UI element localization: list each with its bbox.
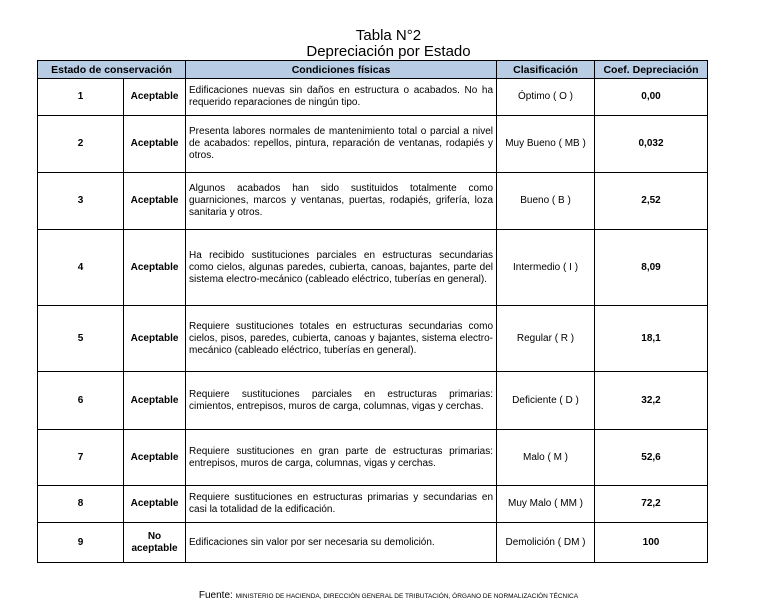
row-number: 3 [38,173,124,230]
row-coef: 2,52 [595,173,708,230]
table-subtitle: Depreciación por Estado [306,43,471,60]
source-text: MINISTERIO DE HACIENDA, DIRECCIÓN GENERAL DE TRIBUTACIÓN, ÓRGANO DE NORMALIZACIÓN TÉCNICA [235,593,579,600]
header-condiciones: Condiciones físicas [186,61,497,79]
table-row [38,306,708,372]
row-coef: 8,09 [595,230,708,306]
row-condiciones: Algunos acabados han sido sustituidos totalmente como guarniciones, marcos y ventanas, puertas, rodapiés, grifería, loza sanitaria y otros. [186,173,497,230]
row-number: 2 [38,116,124,173]
row-estado: Aceptable [124,486,186,523]
table-row [38,430,708,486]
row-condiciones: Requiere sustituciones en estructuras primarias y secundarias en casi la totalidad de la edificación. [186,486,497,523]
row-coef: 0,032 [595,116,708,173]
header-coef: Coef. Depreciación [595,61,708,79]
row-estado: Aceptable [124,173,186,230]
row-condiciones: Edificaciones sin valor por ser necesaria su demolición. [186,523,497,563]
table-row [38,523,708,563]
table-row [38,486,708,523]
row-coef: 52,6 [595,430,708,486]
row-condiciones: Requiere sustituciones totales en estructuras secundarias como cielos, pisos, paredes, cubierta, canoas y bajantes, sistema electro-mecánico (cableado eléctrico, tuberías en general). [186,306,497,372]
row-condiciones: Requiere sustituciones parciales en estructuras primarias: cimientos, entrepisos, muros de carga, columnas, vigas y cerchas. [186,372,497,430]
table-row [38,230,708,306]
row-condiciones: Requiere sustituciones en gran parte de estructuras primarias: entrepisos, muros de carga, columnas, vigas y cerchas. [186,430,497,486]
row-coef: 0,00 [595,79,708,116]
row-coef: 100 [595,523,708,563]
table-header-row [38,61,708,79]
table-row [38,173,708,230]
row-number: 6 [38,372,124,430]
depreciation-table [37,60,708,563]
row-estado: No aceptable [124,523,186,563]
row-estado: Aceptable [124,372,186,430]
table-source [0,590,777,601]
row-number: 9 [38,523,124,563]
row-estado: Aceptable [124,306,186,372]
row-estado: Aceptable [124,116,186,173]
table-row [38,79,708,116]
header-clasificacion: Clasificación [497,61,595,79]
row-clasificacion: Deficiente ( D ) [497,372,595,430]
row-condiciones: Ha recibido sustituciones parciales en estructuras secundarias como cielos, algunas paredes, cubierta, canoas, bajantes, parte del sistema electro-mecánico (cableado eléctrico, tuberías en general). [186,230,497,306]
row-coef: 18,1 [595,306,708,372]
row-clasificacion: Demolición ( DM ) [497,523,595,563]
source-label: Fuente: [198,590,233,601]
row-estado: Aceptable [124,430,186,486]
row-clasificacion: Malo ( M ) [497,430,595,486]
row-number: 4 [38,230,124,306]
row-condiciones: Edificaciones nuevas sin daños en estructura o acabados. No ha requerido reparaciones de ningún tipo. [186,79,497,116]
row-number: 7 [38,430,124,486]
header-estado: Estado de conservación [38,61,186,79]
table-row [38,372,708,430]
row-condiciones: Presenta labores normales de mantenimiento total o parcial a nivel de acabados: repellos, pintura, reparación de ventanas, rodapiés y otros. [186,116,497,173]
row-clasificacion: Regular ( R ) [497,306,595,372]
row-number: 8 [38,486,124,523]
row-coef: 32,2 [595,372,708,430]
row-coef: 72,2 [595,486,708,523]
row-number: 1 [38,79,124,116]
row-clasificacion: Muy Malo ( MM ) [497,486,595,523]
row-clasificacion: Bueno ( B ) [497,173,595,230]
table-title: Tabla N°2 [355,27,422,44]
row-clasificacion: Muy Bueno ( MB ) [497,116,595,173]
row-estado: Aceptable [124,79,186,116]
row-estado: Aceptable [124,230,186,306]
row-clasificacion: Intermedio ( I ) [497,230,595,306]
table-row [38,116,708,173]
row-number: 5 [38,306,124,372]
row-clasificacion: Óptimo ( O ) [497,79,595,116]
